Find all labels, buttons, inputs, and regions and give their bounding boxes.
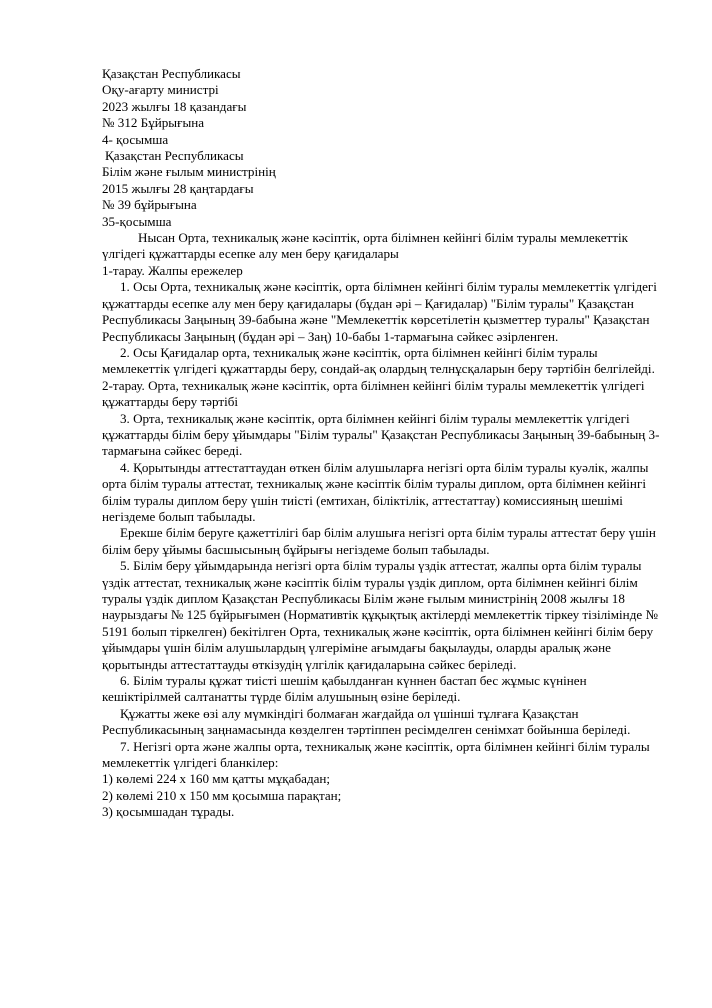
paragraph-3: 3. Орта, техникалық және кәсіптік, орта білімнен кейінгі білім туралы мемлекеттік үлгідегі құжаттарды білім беру ұйымдары "Білім туралы" Қазақстан Республикасы Заңының 39-бабының 3-тармағына сәйкес береді. [102,410,660,459]
list-item: 2) көлемі 210 х 150 мм қосымша парақтан; [102,787,342,803]
header-line: 2015 жылғы 28 қаңтардағы [102,180,254,196]
header-line: Қазақстан Республикасы [105,148,244,164]
header-line: 35-қосымша [102,213,172,229]
document-title: Нысан Орта, техникалық және кәсіптік, орта білімнен кейінгі білім туралы мемлекеттік үлгідегі құжаттарды есепке алу мен беру қағидалары [102,230,628,262]
paragraph-2: 2. Осы Қағидалар орта, техникалық және кәсіптік, орта білімнен кейінгі білім туралы мемлекеттік үлгідегі құжаттарды беру, сондай-ақ олардың телнұсқаларын беру тәртібін белгілейді. [102,344,655,377]
header-line: 4- қосымша [102,131,169,147]
paragraph-4: 4. Қорытынды аттестаттаудан өткен білім алушыларға негізгі орта білім туралы куәлік, жалпы орта білім туралы аттестат, техникалық және кәсіптік білім туралы диплом, орта білімнен кейінгі білім туралы диплом беру үшін тиісті (емтихан, біліктілік, аттестаттау) комиссияның шешімі негіздеме болып табылады. [102,459,649,524]
document-body [102,66,664,821]
header-line: Оқу-ағарту министрі [102,82,219,98]
header-line: № 39 бұйрығына [102,197,197,213]
paragraph-6b: Құжатты жеке өзі алу мүмкіндігі болмаған жағдайда ол үшінші тұлғаға Қазақстан Республикасының заңнамасында көзделген тәртіппен ресімделген сенімхат бойынша беріледі. [102,705,631,738]
paragraph-5: 5. Білім беру ұйымдарында негізгі орта білім туралы үздік аттестат, жалпы орта білім туралы үздік аттестат, техникалық және кәсіптік білім туралы үздік диплом, орта білімнен кейінгі білім туралы үздік диплом Қазақстан Республикасы Білім және ғылым министрінің 2008 жылғы 18 наурыздағы № 125 бұйрығымен (Нормативтік құқықтық актілерді мемлекеттік тіркеу тізілімінде № 5191 болып тіркелген) бекітілген Орта, техникалық және кәсіптік, орта білімнен кейінгі білім беру ұйымдары үшін білім алушылардың үлгеріміне ағымдағы бақылауды, оларды аралық және қорытынды аттестаттауды өткізудің үлгілік қағидаларына сәйкес беріледі. [102,558,658,672]
list-item: 3) қосымшадан тұрады. [102,804,235,820]
paragraph-7: 7. Негізгі орта және жалпы орта, техникалық және кәсіптік, орта білімнен кейінгі білім туралы мемлекеттік үлгідегі бланкілер: [102,738,650,771]
header-line: № 312 Бұйрығына [102,115,205,131]
paragraph-4b: Ерекше білім беруге қажеттілігі бар білім алушыға негізгі орта білім туралы аттестат беру үшін білім беру ұйымы басшысының бұйрығы негіздеме болып табылады. [102,525,656,557]
list-item: 1) көлемі 224 х 160 мм қатты мұқабадан; [102,771,331,787]
section-heading: 1-тарау. Жалпы ережелер [102,262,243,278]
header-line: 2023 жылғы 18 қазандағы [102,98,247,114]
paragraph-6: 6. Білім туралы құжат тиісті шешім қабылданған күннен бастап бес жұмыс күнінен кешіктірілмей салтанатты түрде білім алушының өзіне беріледі. [102,673,587,705]
header-block [102,66,664,230]
header-line: Қазақстан Республикасы [102,66,241,81]
header-line: Білім және ғылым министрінің [102,164,276,180]
section-heading: 2-тарау. Орта, техникалық және кәсіптік, орта білімнен кейінгі білім туралы мемлекеттік үлгідегі құжаттарды беру тәртібі [102,377,645,410]
paragraph-1: 1. Осы Орта, техникалық және кәсіптік, орта білімнен кейінгі білім туралы мемлекеттік үлгідегі құжаттарды есепке алу мен беру қағидалары (бұдан әрі – Қағидалар) "Білім туралы" Қазақстан Республикасы Заңының 39-бабына және "Мемлекеттік көрсетілетін қызметтер туралы" Қазақстан Республикасы Заңының (бұдан әрі – Заң) 10-бабы 1-тармағына сәйкес әзірленген. [102,279,657,344]
